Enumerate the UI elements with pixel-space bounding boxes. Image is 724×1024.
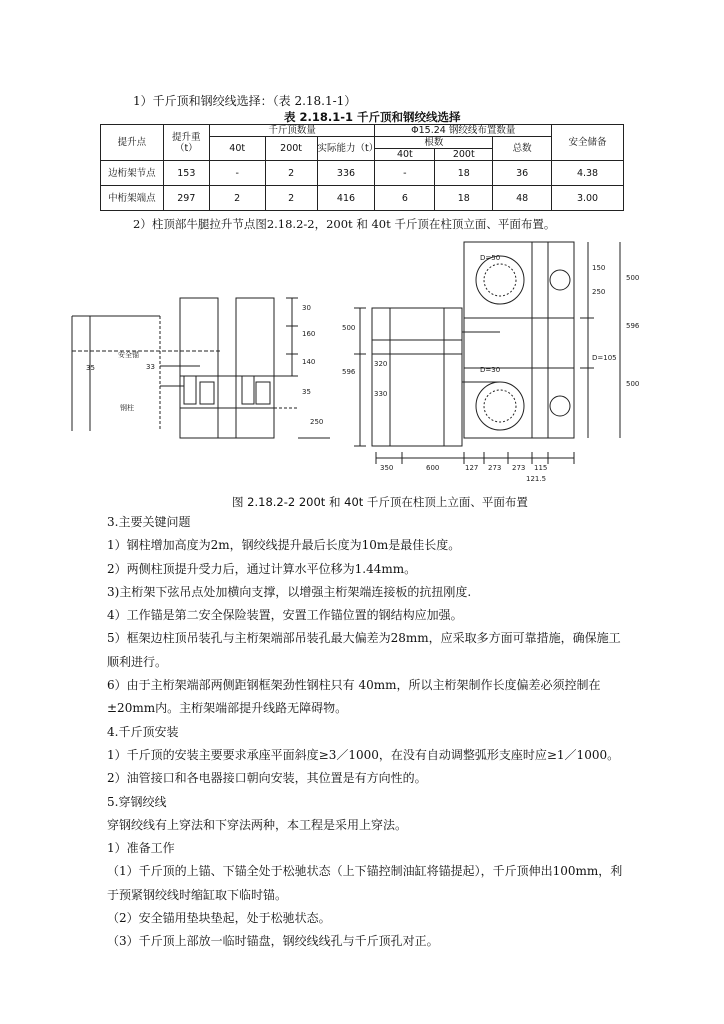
paragraph: 6）由于主桁架端部两侧距钢框架劲性钢柱只有 40mm，所以主桁架制作长度偏差必须控制在 [107, 678, 601, 693]
column-elevation [372, 308, 462, 446]
jack-circle-inner [484, 264, 516, 296]
jack-body [184, 376, 196, 404]
paragraph: 顺利进行。 [107, 654, 168, 669]
jack-circle-small [550, 396, 570, 416]
header-root-40: 40t [375, 149, 435, 161]
dim-250b: 250 [592, 288, 606, 296]
dim-596b: 596 [626, 322, 640, 330]
cell-capacity: 416 [317, 186, 375, 211]
cell-safety: 4.38 [552, 161, 624, 186]
jack-circle-inner [484, 390, 516, 422]
paragraph: 于预紧钢绞线时缩缸取下临时锚。 [107, 887, 288, 902]
dim-d105: D=105 [592, 354, 617, 362]
dim-35: 35 [86, 364, 95, 372]
jack-circle [476, 256, 524, 304]
dim-30: 30 [302, 304, 311, 312]
section-heading: 5.穿钢绞线 [107, 794, 167, 809]
dim-160: 160 [302, 330, 316, 338]
dim-250: 250 [310, 418, 324, 426]
header-root-200: 200t [435, 149, 493, 161]
paragraph: 1）千斤顶的安装主要要求承座平面斜度≥3／1000，在没有自动调整弧形支座时应≥1／1000。 [107, 747, 620, 762]
header-safety: 安全储备 [552, 125, 624, 161]
label-column: 钢柱 [120, 404, 134, 412]
header-strand-group: Φ15.24 钢绞线布置数量 [375, 125, 552, 137]
dim-500: 500 [342, 324, 356, 332]
paragraph: 穿钢绞线有上穿法和下穿法两种，本工程是采用上穿法。 [107, 817, 408, 832]
dim-600: 600 [426, 464, 440, 472]
dim-140: 140 [302, 358, 316, 366]
figure-caption: 图 2.18.2-2 200t 和 40t 千斤顶在柱顶上立面、平面布置 [232, 495, 528, 509]
cell-root-200: 18 [435, 161, 493, 186]
dim-127: 127 [465, 464, 479, 472]
plan-view [376, 242, 640, 483]
cell-root-200: 18 [435, 186, 493, 211]
jack-strand-table [100, 124, 624, 211]
elevation-view [72, 298, 330, 438]
dim-150: 150 [592, 264, 606, 272]
dim-504: 500 [626, 274, 640, 282]
cell-jack-200: 2 [265, 186, 317, 211]
cell-safety: 3.00 [552, 186, 624, 211]
cell-weight: 153 [163, 161, 209, 186]
dim-273: 273 [488, 464, 502, 472]
paragraph: 3)主桁架下弦吊点处加横向支撑，以增强主桁架端连接板的抗扭刚度. [107, 584, 472, 599]
dim-500b: 500 [626, 380, 640, 388]
jack-circle-small [550, 270, 570, 290]
dim-596: 596 [342, 368, 356, 376]
cell-point: 中桁架端点 [101, 186, 164, 211]
header-point: 提升点 [101, 125, 164, 161]
paragraph: 2）两侧柱顶提升受力后，通过计算水平位移为1.44mm。 [107, 561, 417, 576]
body-text [107, 511, 647, 954]
table-caption: 表 2.18.1-1 千斤顶和钢绞线选择 [284, 110, 461, 124]
header-jack-group: 千斤顶数量 [209, 125, 375, 137]
side-elevation-view [342, 308, 500, 446]
cell-total: 48 [493, 186, 552, 211]
paragraph: （3）千斤顶上部放一临时锚盘，钢绞线线孔与千斤顶孔对正。 [107, 934, 439, 949]
cell-jack-40: 2 [209, 186, 265, 211]
label-anchor: 安全锚 [118, 351, 139, 359]
jack-body [200, 382, 214, 404]
cell-root-40: - [375, 161, 435, 186]
dim-350: 350 [380, 464, 394, 472]
paragraph: 1）准备工作 [107, 841, 175, 856]
cell-capacity: 336 [317, 161, 375, 186]
header-capacity: 实际能力（t） [317, 137, 375, 161]
paragraph: （2）安全锚用垫块垫起，处于松驰状态。 [107, 911, 331, 926]
dim-d30: D=30 [480, 366, 501, 374]
dim-d50: D=50 [480, 254, 501, 262]
header-roots: 根数 [375, 137, 493, 149]
dim-320: 320 [374, 360, 388, 368]
header-weight: 提升重（t） [163, 125, 209, 161]
cell-weight: 297 [163, 186, 209, 211]
dim-330: 330 [374, 390, 388, 398]
paragraph: 4）工作锚是第二安全保险装置，安置工作锚位置的钢结构应加强。 [107, 608, 463, 623]
cell-jack-40: - [209, 161, 265, 186]
plan-outline [464, 242, 574, 438]
dim-115: 115 [534, 464, 548, 472]
table-row [101, 186, 624, 211]
paragraph: 1）钢柱增加高度为2m，钢绞线提升最后长度为10m是最佳长度。 [107, 538, 461, 553]
paragraph: ±20mm内。主桁架端部提升线路无障碍物。 [107, 701, 348, 716]
dim-35b: 35 [302, 388, 311, 396]
cell-total: 36 [493, 161, 552, 186]
header-jack-200: 200t [265, 137, 317, 161]
cell-point: 边桁架节点 [101, 161, 164, 186]
header-total: 总数 [493, 137, 552, 161]
paragraph: 5）框架边柱顶吊装孔与主桁架端部吊装孔最大偏差为28mm，应采取多方面可靠措施，确保施工 [107, 631, 621, 646]
table-row [101, 161, 624, 186]
cell-jack-200: 2 [265, 161, 317, 186]
intro-line: 1）千斤顶和钢绞线选择：（表 2.18.1-1） [133, 94, 357, 108]
dim-121: 121.5 [526, 475, 547, 483]
paragraph: （1）千斤顶的上锚、下锚全处于松驰状态（上下锚控制油缸将锚提起），千斤顶伸出100mm，利 [107, 864, 623, 879]
dim-273b: 273 [512, 464, 526, 472]
column-top-drawing [60, 236, 650, 488]
jack-body [256, 382, 270, 404]
jack-frame [180, 298, 218, 438]
jack-body [242, 376, 254, 404]
line-2: 2）柱顶部牛腿拉升节点图2.18.2-2，200t 和 40t 千斤顶在柱顶立面、平面布置。 [133, 217, 556, 231]
section-heading: 3.主要关键问题 [107, 515, 191, 529]
jack-circle [476, 382, 524, 430]
section-heading: 4.千斤顶安装 [107, 724, 179, 739]
header-jack-40: 40t [209, 137, 265, 161]
cell-root-40: 6 [375, 186, 435, 211]
paragraph: 2）油管接口和各电器接口朝向安装，其位置是有方向性的。 [107, 771, 427, 786]
dim-33: 33 [146, 363, 155, 371]
jack-frame [236, 298, 274, 438]
